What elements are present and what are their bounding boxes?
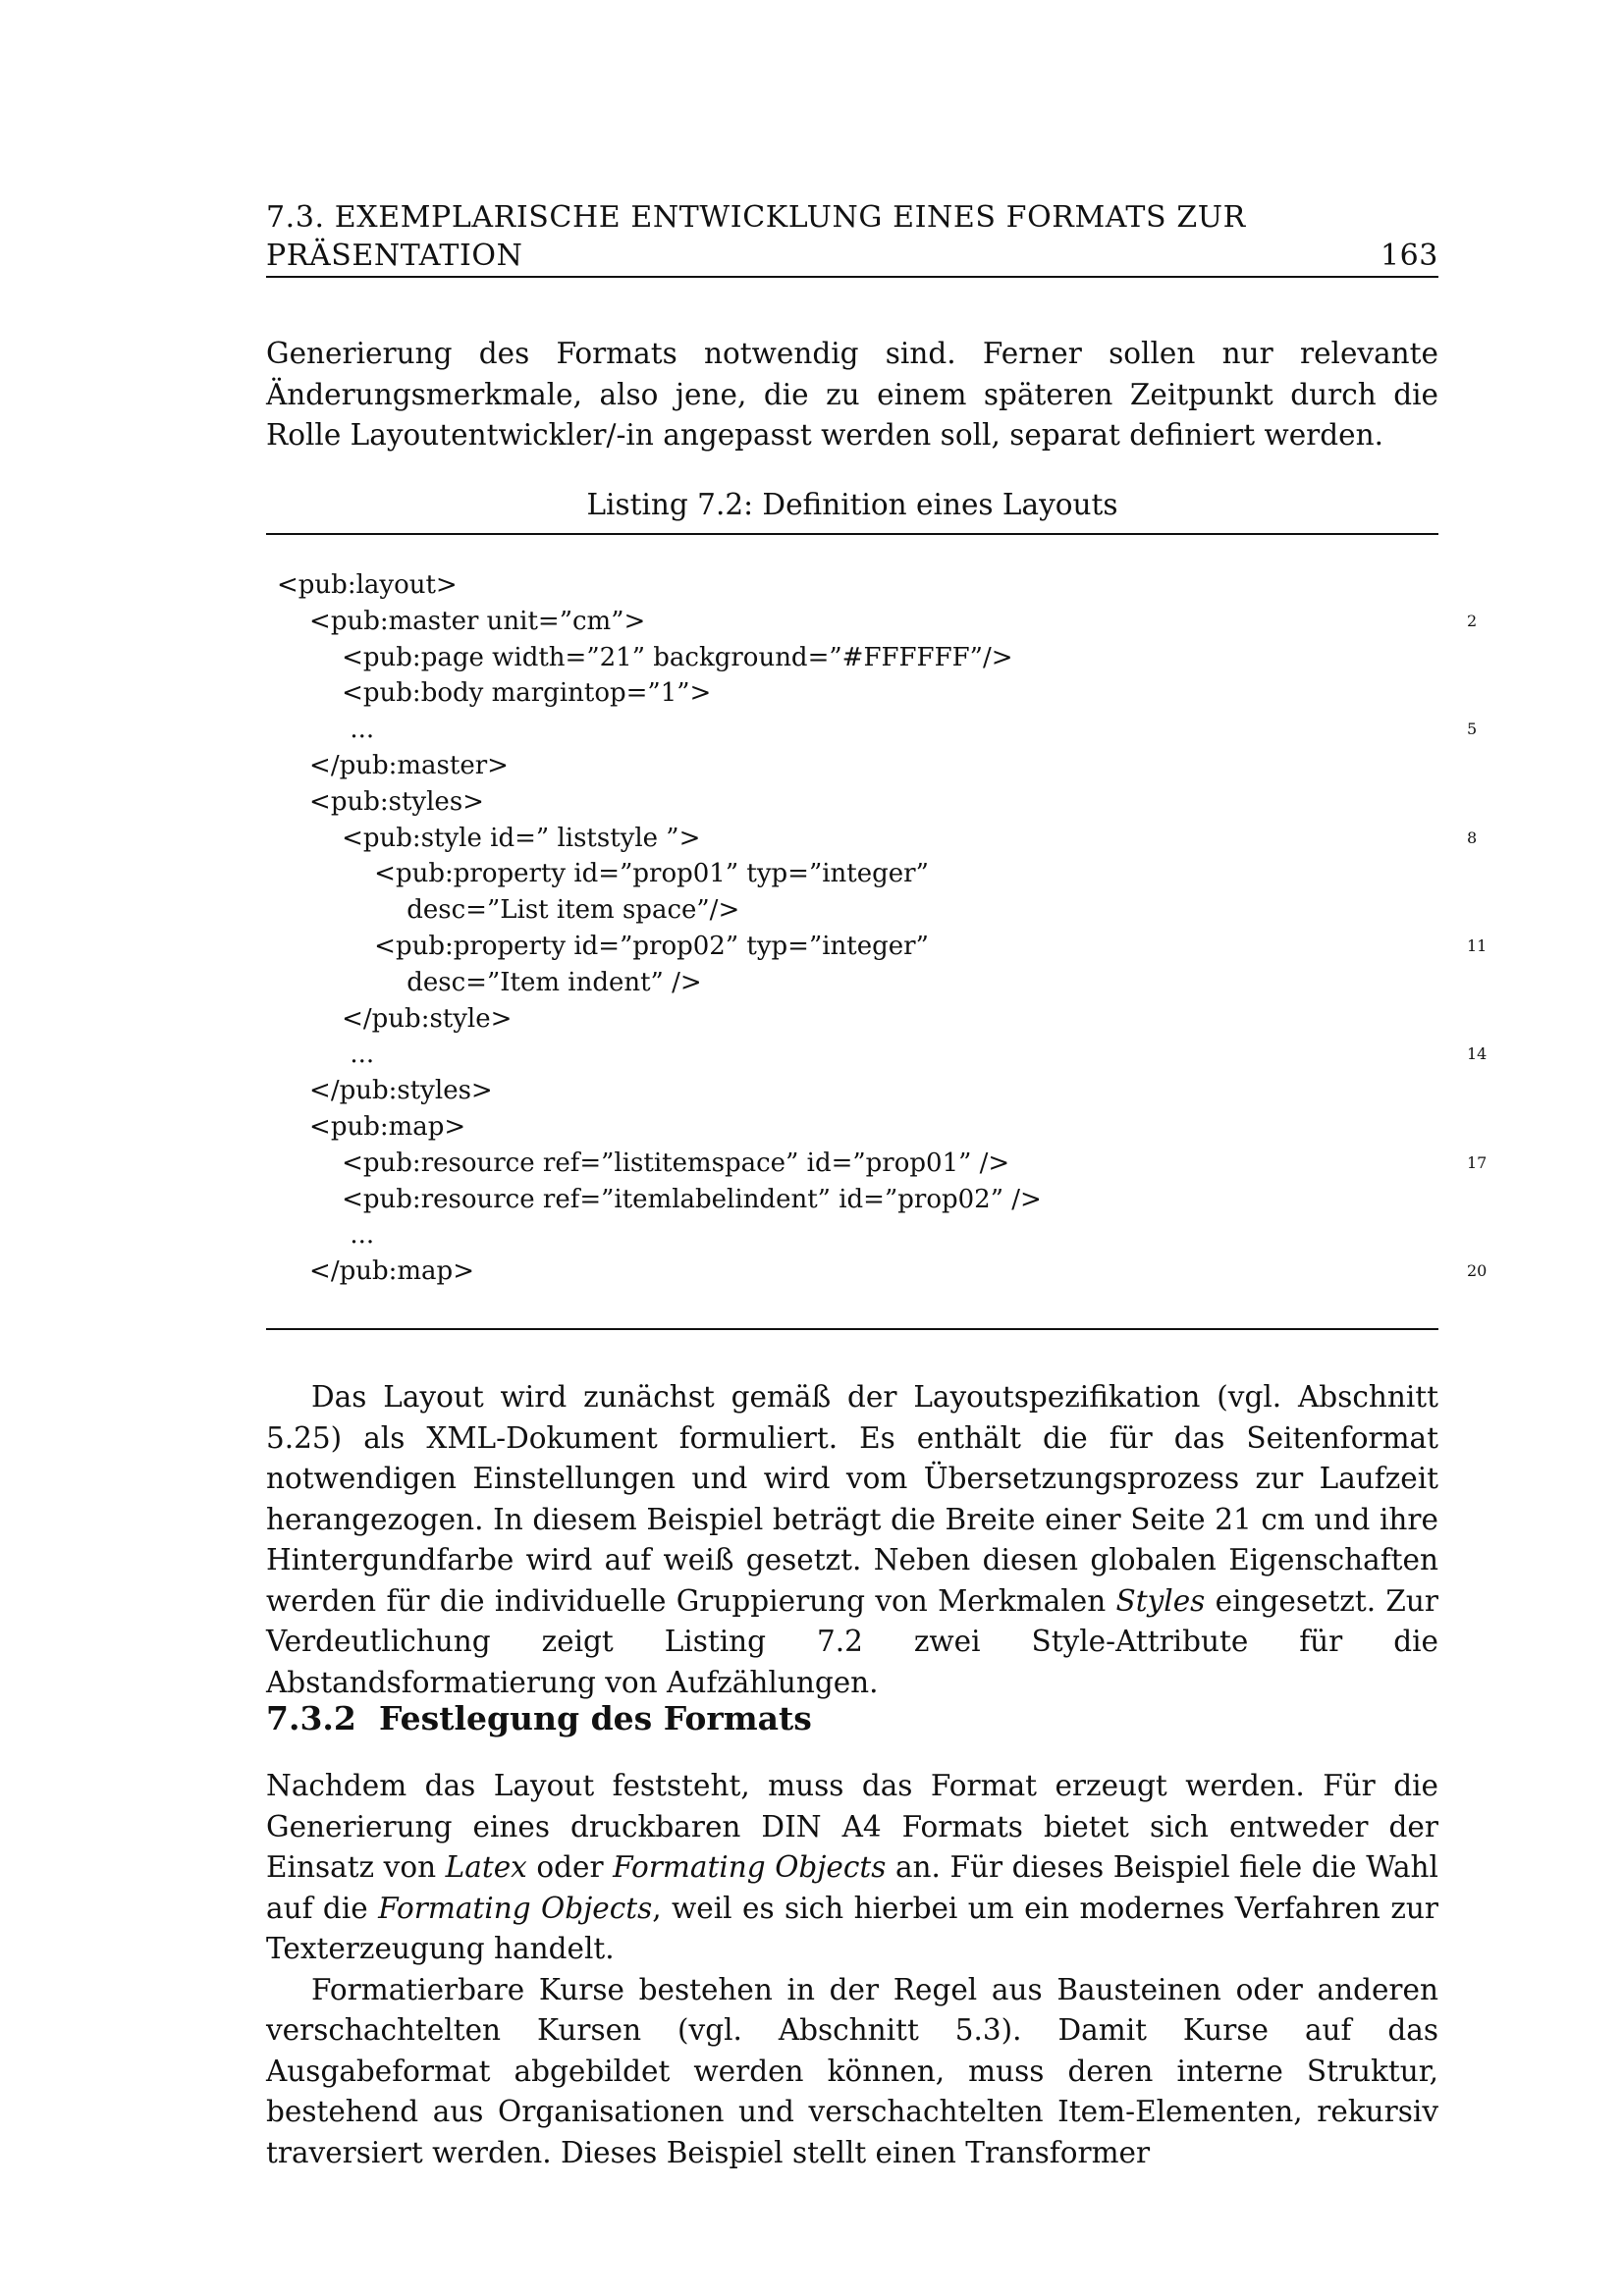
code-text: desc=”List item space”/> [277,895,740,926]
code-text: <pub:master unit=”cm”> [277,606,646,636]
listing-bottom-rule [266,1328,1438,1330]
text-run: oder [526,1850,614,1884]
code-text: ... [277,1040,375,1070]
code-text: <pub:property id=”prop01” typ=”integer” [277,859,929,889]
listing-top-rule [266,533,1438,535]
emphasis: Styles [1115,1583,1206,1618]
text-run: , weil es sich hierbei um ein modernes Verfahren zur Texterzeugung handelt. [266,1891,1438,1965]
code-text: <pub:resource ref=”itemlabelindent” id=”prop02” /> [277,1184,1042,1214]
emphasis: Formating Objects [378,1891,653,1925]
code-line [277,1109,1494,1146]
intro-paragraph [266,334,1438,456]
header-title-line2: PRÄSENTATION [266,239,523,273]
listing-caption: Listing 7.2: Definition eines Layouts [586,488,1118,521]
code-line [277,640,1494,676]
code-text: </pub:map> [277,1256,474,1287]
section-number: 7.3.2 [266,1699,356,1737]
paragraph-courses-text: Formatierbare Kurse bestehen in der Regel aus Bausteinen oder anderen verschachtelten Kursen (vgl. Abschnitt 5.3). Damit Kurse auf das Ausgabeformat abgebildet werden können, muss deren interne Struktur, bestehend aus Organisationen und verschachtelten Item-Elementen, rekursiv traversiert werden. Dieses Beispiel stellt einen Transformer [266,1972,1438,2169]
paragraph-layout [266,1377,1438,1703]
code-line [277,1037,1494,1073]
code-line [277,821,1494,857]
code-text: <pub:layout> [277,570,458,600]
emphasis: Latex [445,1850,527,1884]
paragraph-format [266,1766,1438,2173]
code-text: </pub:style> [277,1003,513,1034]
code-text: ... [277,715,375,745]
paragraph-format-text [266,1766,1438,1970]
text-run: Das Layout wird zunächst gemäß der Layoutspezifikation (vgl. Abschnitt 5.25) als XML-Dokument formuliert. Es enthält die für das Seitenformat notwendigen Einstellungen und wird vom Übersetzungsprozess zur Laufzeit herangezogen. In diesem Beispiel beträgt die Breite einer Seite 21 cm und ihre Hintergundfarbe wird auf weiß gesetzt. Neben diesen globalen Eigenschaften werden für die individuelle Gruppierung von Merkmalen [266,1380,1438,1618]
code-text: <pub:map> [277,1111,466,1142]
code-line [277,1001,1494,1038]
header-line2 [266,237,1438,275]
line-number: 8 [1467,828,1478,847]
page-number: 163 [1380,239,1438,273]
code-line [277,856,1494,892]
code-line [277,712,1494,748]
running-header [266,198,1438,275]
code-line [277,1073,1494,1109]
code-line [277,675,1494,712]
code-text: <pub:style id=” liststyle ”> [277,823,701,853]
code-text: <pub:styles> [277,786,484,817]
code-text: ... [277,1220,375,1251]
code-line [277,892,1494,929]
code-text: <pub:body margintop=”1”> [277,678,712,709]
intro-text: Generierung des Formats notwendig sind. Ferner sollen nur relevante Änderungsmerkmale, also jene, die zu einem späteren Zeitpunkt durch die Rolle Layoutentwickler/-in angepasst werden soll, separat definiert werden. [266,337,1438,452]
text-run: eingesetzt. Zur Verdeutlichung zeigt Listing 7.2 zwei Style-Attribute für die Abstandsformatierung von Aufzählungen. [266,1583,1438,1699]
line-number: 2 [1467,611,1478,630]
code-line [277,1254,1494,1290]
code-text: </pub:master> [277,750,509,780]
section-title: Festlegung des Formats [379,1699,812,1737]
header-rule [266,276,1438,278]
code-line [277,784,1494,821]
line-number: 14 [1467,1044,1488,1064]
code-line [277,929,1494,965]
line-number: 11 [1467,935,1488,955]
text-run: Nachdem das Layout feststeht, muss das Format erzeugt werden. Für die Generierung eines druckbaren DIN A4 Formats bietet sich entweder der Einsatz von [266,1769,1438,1884]
code-line [277,1146,1494,1182]
line-number: 5 [1467,720,1478,739]
emphasis: Formating Objects [613,1850,887,1884]
text-run: an. Für dieses Beispiel fiele die Wahl auf die [266,1850,1438,1925]
paragraph-layout-text [266,1377,1438,1703]
code-line [277,1217,1494,1254]
line-number: 20 [1467,1261,1488,1281]
code-line [277,567,1494,604]
code-text: </pub:styles> [277,1076,493,1106]
section-heading [266,1699,812,1737]
code-listing [277,567,1494,1290]
header-title-line1: 7.3. EXEMPLARISCHE ENTWICKLUNG EINES FORMATS ZUR [266,200,1246,235]
code-text: <pub:page width=”21” background=”#FFFFFF”/> [277,642,1013,672]
code-text: <pub:property id=”prop02” typ=”integer” [277,931,929,961]
code-line [277,748,1494,784]
code-text: <pub:resource ref=”listitemspace” id=”prop01” /> [277,1148,1010,1178]
code-line [277,965,1494,1001]
code-line [277,1182,1494,1218]
code-text: desc=”Item indent” /> [277,967,702,997]
code-line [277,604,1494,640]
line-number: 17 [1467,1152,1488,1172]
